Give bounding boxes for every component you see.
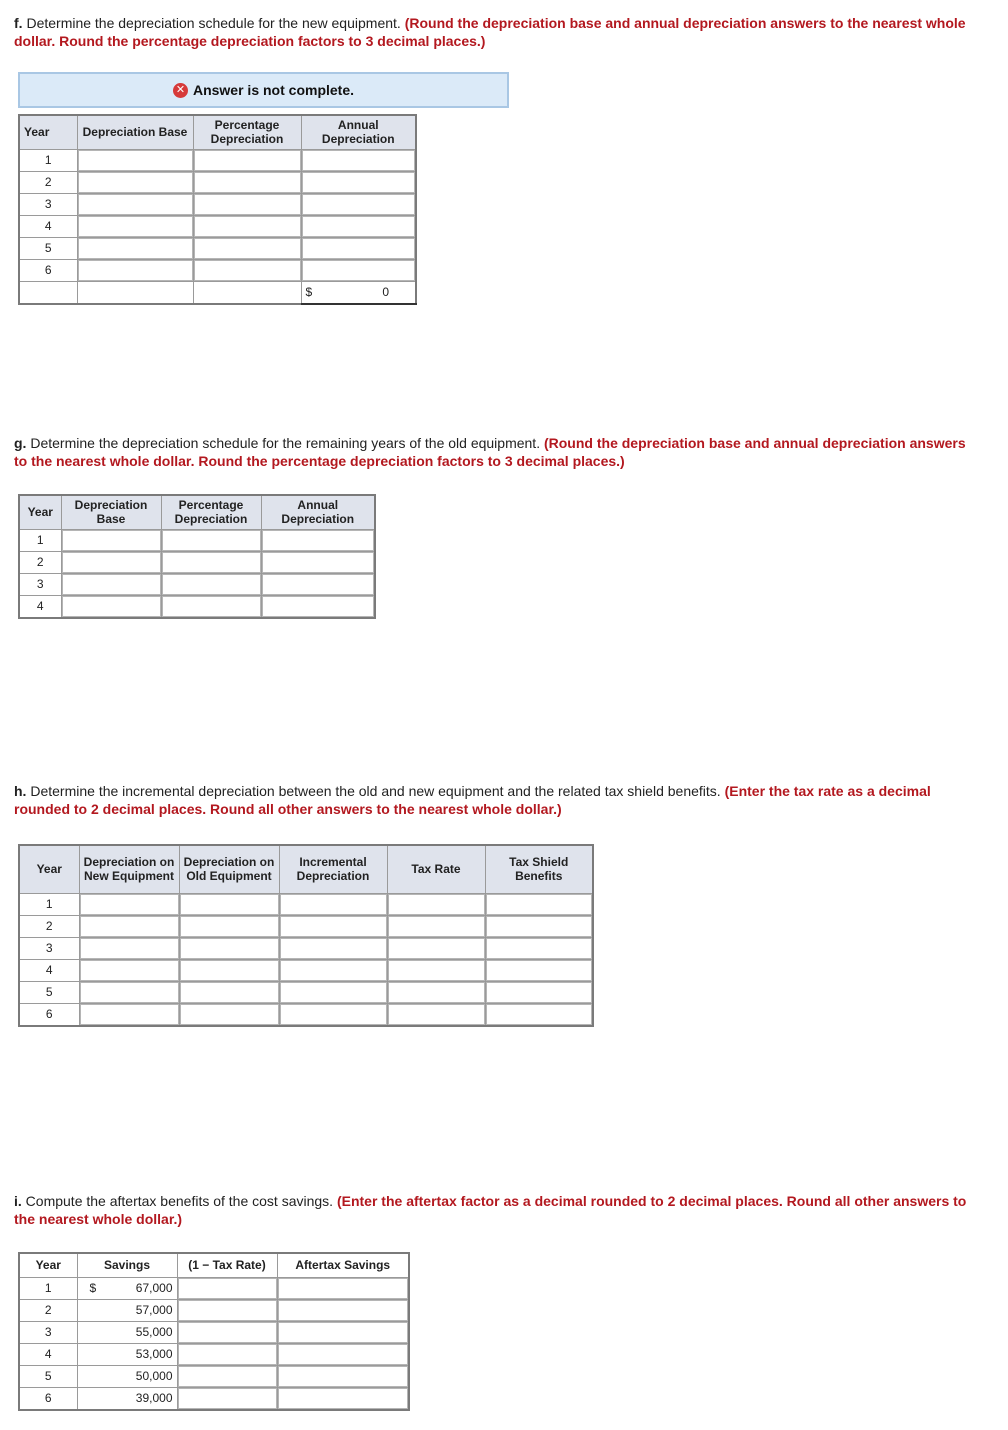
aftertax-factor-input[interactable] xyxy=(178,1278,277,1299)
table-row xyxy=(19,1003,593,1026)
question-i-text: Compute the aftertax benefits of the cost savings. xyxy=(25,1193,334,1209)
total-annual-depreciation xyxy=(301,281,416,304)
table-row xyxy=(19,215,416,237)
incremental-depreciation-input[interactable] xyxy=(280,916,387,937)
annual-depreciation-input[interactable] xyxy=(302,172,416,193)
year-cell: 4 xyxy=(19,959,79,981)
header-tax-shield-benefits: Tax Shield Benefits xyxy=(485,845,593,893)
question-g-note: (Round the depreciation base and annual depreciation answers to the nearest whole dollar. Round the percentage depreciation factors to 3 decimal places.) xyxy=(14,435,966,469)
table-i xyxy=(18,1252,410,1411)
savings-value: 57,000 xyxy=(135,1302,173,1317)
savings-cell xyxy=(77,1387,177,1410)
table-row xyxy=(19,981,593,1003)
incremental-depreciation-input[interactable] xyxy=(280,960,387,981)
header-incremental-depreciation: Incremental Depreciation xyxy=(279,845,387,893)
header-percentage-depreciation: Percentage Depreciation xyxy=(193,115,301,149)
percentage-depreciation-input[interactable] xyxy=(162,552,261,573)
tax-shield-input[interactable] xyxy=(486,1004,593,1025)
year-cell: 1 xyxy=(19,893,79,915)
tax-rate-input[interactable] xyxy=(388,1004,485,1025)
depreciation-base-input[interactable] xyxy=(62,530,161,551)
tax-shield-input[interactable] xyxy=(486,960,593,981)
header-year: Year xyxy=(19,115,77,149)
table-row xyxy=(19,1299,409,1321)
header-depreciation-new: Depreciation on New Equipment xyxy=(79,845,179,893)
annual-depreciation-input[interactable] xyxy=(302,150,416,171)
annual-depreciation-input[interactable] xyxy=(302,194,416,215)
depreciation-base-input[interactable] xyxy=(62,552,161,573)
question-h-note: (Enter the tax rate as a decimal rounded to 2 decimal places. Round all other answers to the nearest whole dollar.) xyxy=(14,783,931,817)
incremental-depreciation-input[interactable] xyxy=(280,894,387,915)
tax-shield-input[interactable] xyxy=(486,916,593,937)
tax-rate-input[interactable] xyxy=(388,960,485,981)
question-i-note: (Enter the aftertax factor as a decimal rounded to 2 decimal places. Round all other answers to the nearest whole dollar.) xyxy=(14,1193,967,1227)
year-cell: 3 xyxy=(19,573,61,595)
total-row xyxy=(19,281,416,304)
year-cell: 3 xyxy=(19,1321,77,1343)
header-savings: Savings xyxy=(77,1253,177,1277)
question-f-text: Determine the depreciation schedule for the new equipment. xyxy=(26,15,401,31)
aftertax-savings-input[interactable] xyxy=(278,1366,409,1387)
percentage-depreciation-input[interactable] xyxy=(162,530,261,551)
depreciation-new-input[interactable] xyxy=(80,938,179,959)
depreciation-base-input[interactable] xyxy=(78,172,193,193)
savings-value: 55,000 xyxy=(135,1324,173,1339)
savings-cell xyxy=(77,1365,177,1387)
year-cell: 6 xyxy=(19,1003,79,1026)
table-row xyxy=(19,193,416,215)
aftertax-savings-input[interactable] xyxy=(278,1322,409,1343)
percentage-depreciation-input[interactable] xyxy=(194,238,301,259)
year-cell: 2 xyxy=(19,551,61,573)
table-row xyxy=(19,595,375,618)
header-depreciation-base: Depreciation Base xyxy=(77,115,193,149)
table-row xyxy=(19,529,375,551)
aftertax-savings-input[interactable] xyxy=(278,1388,409,1409)
header-depreciation-base: Depreciation Base xyxy=(61,495,161,529)
depreciation-base-input[interactable] xyxy=(78,150,193,171)
table-row xyxy=(19,171,416,193)
tax-rate-input[interactable] xyxy=(388,894,485,915)
year-cell: 4 xyxy=(19,595,61,618)
annual-depreciation-input[interactable] xyxy=(262,596,375,617)
year-cell: 6 xyxy=(19,259,77,281)
year-cell: 1 xyxy=(19,1277,77,1299)
depreciation-new-input[interactable] xyxy=(80,982,179,1003)
aftertax-savings-input[interactable] xyxy=(278,1344,409,1365)
header-year: Year xyxy=(19,495,61,529)
savings-cell xyxy=(77,1321,177,1343)
table-row xyxy=(19,959,593,981)
tax-rate-input[interactable] xyxy=(388,982,485,1003)
annual-depreciation-input[interactable] xyxy=(262,530,375,551)
year-cell: 2 xyxy=(19,1299,77,1321)
table-row xyxy=(19,915,593,937)
percentage-depreciation-input[interactable] xyxy=(194,216,301,237)
question-i xyxy=(14,1192,974,1228)
table-row xyxy=(19,573,375,595)
incremental-depreciation-input[interactable] xyxy=(280,982,387,1003)
table-row xyxy=(19,1277,409,1299)
savings-cell xyxy=(77,1277,177,1299)
percentage-depreciation-input[interactable] xyxy=(194,150,301,171)
table-row xyxy=(19,149,416,171)
depreciation-new-input[interactable] xyxy=(80,894,179,915)
depreciation-base-input[interactable] xyxy=(78,216,193,237)
year-cell: 2 xyxy=(19,171,77,193)
aftertax-factor-input[interactable] xyxy=(178,1344,277,1365)
aftertax-savings-input[interactable] xyxy=(278,1278,409,1299)
question-h-text: Determine the incremental depreciation between the old and new equipment and the related tax shield benefits. xyxy=(30,783,721,799)
year-cell: 1 xyxy=(19,529,61,551)
depreciation-old-input[interactable] xyxy=(180,1004,279,1025)
depreciation-old-input[interactable] xyxy=(180,982,279,1003)
table-row xyxy=(19,1321,409,1343)
percentage-depreciation-input[interactable] xyxy=(194,172,301,193)
header-aftertax-savings: Aftertax Savings xyxy=(277,1253,409,1277)
table-row xyxy=(19,937,593,959)
aftertax-factor-input[interactable] xyxy=(178,1388,277,1409)
depreciation-new-input[interactable] xyxy=(80,916,179,937)
aftertax-savings-input[interactable] xyxy=(278,1300,409,1321)
header-depreciation-old: Depreciation on Old Equipment xyxy=(179,845,279,893)
question-f-label: f. xyxy=(14,15,23,31)
savings-cell xyxy=(77,1343,177,1365)
percentage-depreciation-input[interactable] xyxy=(194,194,301,215)
savings-value: 50,000 xyxy=(135,1368,173,1383)
question-g xyxy=(14,434,974,470)
table-row xyxy=(19,1387,409,1410)
depreciation-base-input[interactable] xyxy=(78,238,193,259)
tax-rate-input[interactable] xyxy=(388,916,485,937)
table-row xyxy=(19,893,593,915)
depreciation-new-input[interactable] xyxy=(80,1004,179,1025)
table-row xyxy=(19,1343,409,1365)
currency-symbol: $ xyxy=(89,1280,97,1295)
table-row xyxy=(19,1365,409,1387)
aftertax-factor-input[interactable] xyxy=(178,1366,277,1387)
tax-shield-input[interactable] xyxy=(486,982,593,1003)
savings-cell xyxy=(77,1299,177,1321)
savings-value: 39,000 xyxy=(135,1390,173,1405)
percentage-depreciation-input[interactable] xyxy=(194,260,301,281)
year-cell: 1 xyxy=(19,149,77,171)
answer-status-text: Answer is not complete. xyxy=(192,82,355,98)
year-cell: 2 xyxy=(19,915,79,937)
depreciation-base-input[interactable] xyxy=(62,596,161,617)
header-year: Year xyxy=(19,1253,77,1277)
depreciation-old-input[interactable] xyxy=(180,960,279,981)
year-cell: 3 xyxy=(19,193,77,215)
question-f xyxy=(14,14,974,50)
header-year: Year xyxy=(19,845,79,893)
table-f xyxy=(18,114,417,305)
incremental-depreciation-input[interactable] xyxy=(280,1004,387,1025)
incremental-depreciation-input[interactable] xyxy=(280,938,387,959)
year-cell: 6 xyxy=(19,1387,77,1410)
percentage-depreciation-input[interactable] xyxy=(162,596,261,617)
table-row xyxy=(19,551,375,573)
annual-depreciation-input[interactable] xyxy=(302,238,416,259)
question-h-label: h. xyxy=(14,783,27,799)
question-f-note: (Round the depreciation base and annual depreciation answers to the nearest whole dollar. Round the percentage depreciation factors to 3 decimal places.) xyxy=(14,15,966,49)
annual-depreciation-input[interactable] xyxy=(302,216,416,237)
depreciation-base-input[interactable] xyxy=(62,574,161,595)
depreciation-base-input[interactable] xyxy=(78,260,193,281)
tax-rate-input[interactable] xyxy=(388,938,485,959)
header-annual-depreciation: Annual Depreciation xyxy=(261,495,375,529)
table-h xyxy=(18,844,594,1027)
year-cell: 5 xyxy=(19,981,79,1003)
percentage-depreciation-input[interactable] xyxy=(162,574,261,595)
depreciation-old-input[interactable] xyxy=(180,916,279,937)
depreciation-old-input[interactable] xyxy=(180,938,279,959)
year-cell: 5 xyxy=(19,237,77,259)
error-x-icon: ✕ xyxy=(173,83,188,98)
annual-depreciation-input[interactable] xyxy=(262,552,375,573)
header-tax-rate: Tax Rate xyxy=(387,845,485,893)
question-h xyxy=(14,782,974,818)
header-annual-depreciation: Annual Depreciation xyxy=(301,115,416,149)
question-g-text: Determine the depreciation schedule for the remaining years of the old equipment. xyxy=(30,435,541,451)
depreciation-old-input[interactable] xyxy=(180,894,279,915)
depreciation-base-input[interactable] xyxy=(78,194,193,215)
year-cell: 4 xyxy=(19,1343,77,1365)
savings-value: 53,000 xyxy=(135,1346,173,1361)
question-g-label: g. xyxy=(14,435,27,451)
annual-depreciation-input[interactable] xyxy=(262,574,375,595)
savings-value: 67,000 xyxy=(135,1280,173,1295)
tax-shield-input[interactable] xyxy=(486,938,593,959)
year-cell: 5 xyxy=(19,1365,77,1387)
header-percentage-depreciation: Percentage Depreciation xyxy=(161,495,261,529)
year-cell: 3 xyxy=(19,937,79,959)
header-one-minus-tax-rate: (1 − Tax Rate) xyxy=(177,1253,277,1277)
year-cell: 4 xyxy=(19,215,77,237)
answer-status-banner xyxy=(18,72,509,108)
table-row xyxy=(19,259,416,281)
question-i-label: i. xyxy=(14,1193,22,1209)
aftertax-factor-input[interactable] xyxy=(178,1322,277,1343)
tax-shield-input[interactable] xyxy=(486,894,593,915)
total-value: 0 xyxy=(382,284,389,299)
currency-symbol: $ xyxy=(305,284,313,299)
depreciation-new-input[interactable] xyxy=(80,960,179,981)
annual-depreciation-input[interactable] xyxy=(302,260,416,281)
table-row xyxy=(19,237,416,259)
aftertax-factor-input[interactable] xyxy=(178,1300,277,1321)
table-g xyxy=(18,494,376,619)
